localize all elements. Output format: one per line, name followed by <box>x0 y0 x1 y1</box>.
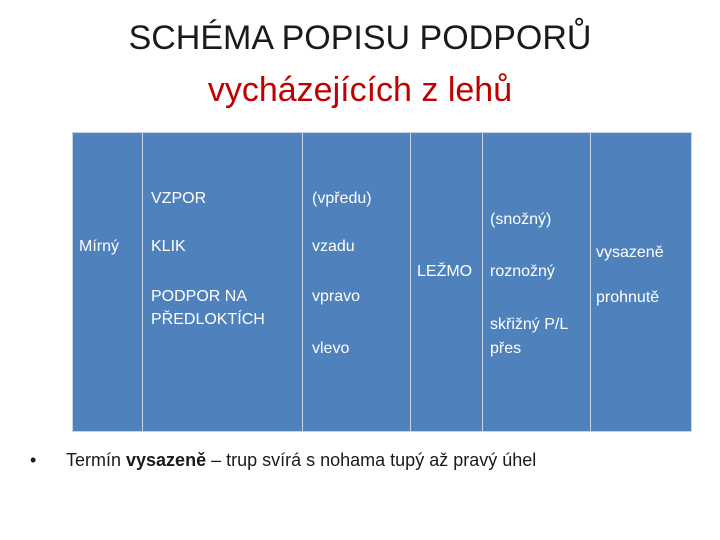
cell-podpor-line2: PŘEDLOKTÍCH <box>151 311 265 328</box>
column-trunk <box>591 133 691 431</box>
cell-klik: KLIK <box>151 238 186 255</box>
slide-subtitle: vycházejících z lehů <box>207 71 513 109</box>
column-direction <box>303 133 411 431</box>
cell-skrizny: skřižný P/L <box>490 316 569 333</box>
cell-vpravo: vpravo <box>312 288 361 305</box>
column-level <box>73 133 143 431</box>
cell-vysazene: vysazeně <box>596 244 664 261</box>
bullet-bold-term: vysazeně <box>126 450 207 470</box>
cell-lezmo: LEŽMO <box>417 263 473 280</box>
column-position <box>411 133 483 431</box>
cell-roznozny: roznožný <box>490 263 555 280</box>
column-support-type <box>143 133 303 431</box>
cell-podpor-line1: PODPOR NA <box>151 288 248 305</box>
bullet-note <box>30 450 536 471</box>
cell-vlevo: vlevo <box>312 340 350 357</box>
cell-prohnute: prohnutě <box>596 289 660 306</box>
cell-snozny: (snožný) <box>490 211 552 228</box>
cell-vzadu: vzadu <box>312 238 355 255</box>
column-legs <box>483 133 591 431</box>
cell-vpredu: (vpředu) <box>312 190 372 207</box>
support-schema-table <box>72 132 692 432</box>
cell-mirny: Mírný <box>79 238 119 255</box>
bullet-suffix: – trup svírá s nohama tupý až pravý úhel <box>206 450 537 470</box>
slide-title: SCHÉMA POPISU PODPORŮ <box>128 19 592 57</box>
cell-pres: přes <box>490 340 522 357</box>
cell-vzpor: VZPOR <box>151 190 207 207</box>
bullet-prefix: Termín <box>66 450 127 470</box>
bullet-symbol: • <box>30 450 37 470</box>
